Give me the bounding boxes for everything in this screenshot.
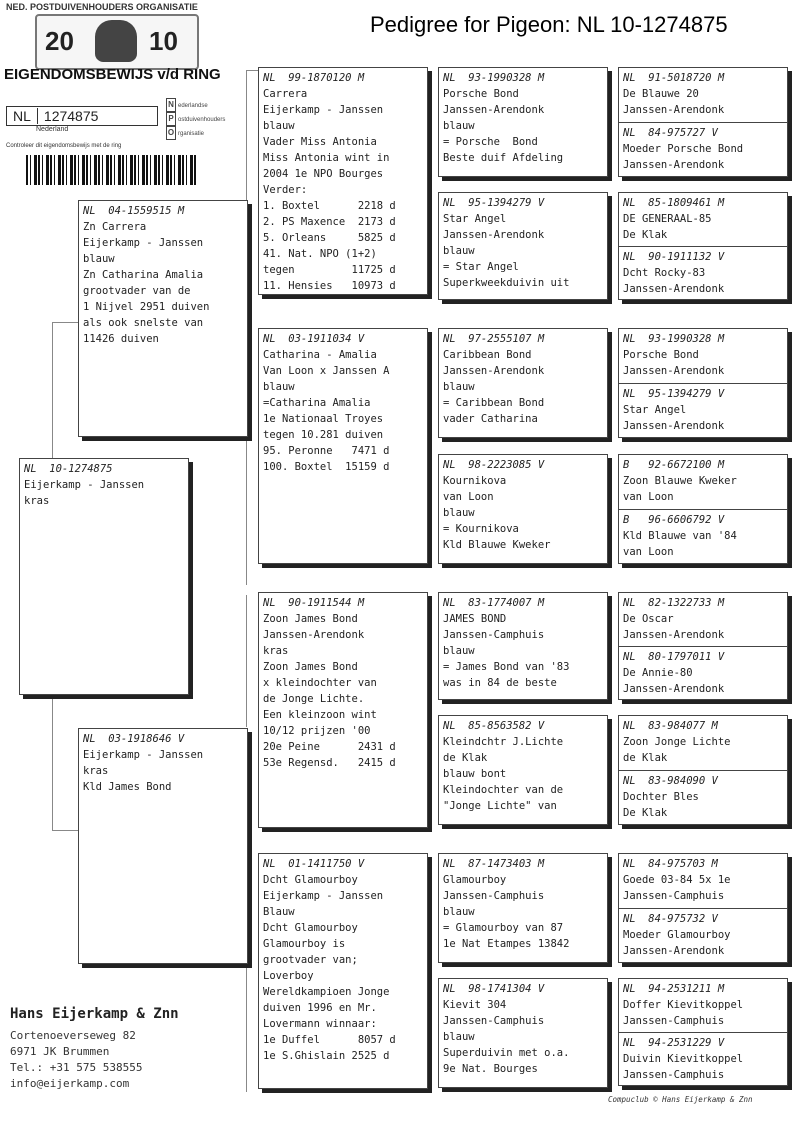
card-line: 1e Nationaal Troyes bbox=[263, 413, 384, 425]
card-line: 100. Boxtel 15159 d bbox=[263, 461, 390, 473]
card-line: 95. Peronne 7471 d bbox=[263, 445, 390, 457]
cert-ring-box bbox=[6, 106, 158, 126]
ring-number: NL 94-2531229 V bbox=[623, 1037, 725, 1049]
card-line: blauw bbox=[443, 245, 475, 257]
card-line: x kleindochter van bbox=[263, 677, 377, 689]
grandparent-card bbox=[258, 853, 428, 1089]
card-line: Carrera bbox=[263, 88, 308, 100]
card-line: Vader Miss Antonia bbox=[263, 136, 377, 148]
card-line: de Jonge Lichte. bbox=[263, 693, 365, 705]
card-line: Duivin Kievitkoppel bbox=[623, 1053, 744, 1065]
ring-number: NL 95-1394279 V bbox=[443, 197, 545, 209]
great-grandparent-card bbox=[438, 328, 608, 438]
ancestor-sire bbox=[619, 193, 787, 245]
card-line: Superduivin met o.a. bbox=[443, 1047, 570, 1059]
ancestor-dam bbox=[619, 908, 787, 961]
ring-number: NL 97-2555107 M bbox=[443, 333, 545, 345]
card-line: Loverboy bbox=[263, 970, 314, 982]
ring-number: NL 85-1809461 M bbox=[623, 197, 725, 209]
ring-number: NL 84-975732 V bbox=[623, 913, 718, 925]
card-line: Glamourboy is bbox=[263, 938, 346, 950]
ring-number: NL 83-984090 V bbox=[623, 775, 718, 787]
card-line: Janssen-Camphuis bbox=[443, 890, 545, 902]
card-line: De Klak bbox=[623, 807, 668, 819]
card-line: blauw bbox=[443, 507, 475, 519]
card-line: Beste duif Afdeling bbox=[443, 152, 564, 164]
ring-number: NL 93-1990328 M bbox=[443, 72, 545, 84]
card-line: blauw bbox=[443, 645, 475, 657]
card-line: De Annie-80 bbox=[623, 667, 693, 679]
card-line: DE GENERAAL-85 bbox=[623, 213, 712, 225]
ancestor-pair-card bbox=[618, 592, 788, 700]
great-grandparent-card bbox=[438, 192, 608, 300]
card-line: 41. Nat. NPO (1+2) bbox=[263, 248, 377, 260]
ancestor-dam bbox=[619, 509, 787, 562]
ring-number: NL 83-984077 M bbox=[623, 720, 718, 732]
grandparent-card bbox=[258, 328, 428, 564]
card-line: als ook snelste van bbox=[83, 317, 204, 329]
card-line: Eijerkamp - Janssen bbox=[83, 749, 204, 761]
card-line: =Catharina Amalia bbox=[263, 397, 371, 409]
ring-number: NL 04-1559515 M bbox=[83, 205, 185, 217]
card-line: Zoon Jonge Lichte bbox=[623, 736, 731, 748]
cert-ring-number: 1274875 bbox=[43, 108, 99, 124]
ring-number: NL 80-1797011 V bbox=[623, 651, 725, 663]
card-line: grootvader van; bbox=[263, 954, 358, 966]
card-line: Caribbean Bond bbox=[443, 349, 532, 361]
owner-city: 6971 JK Brummen bbox=[10, 1045, 110, 1058]
card-line: Janssen-Camphuis bbox=[443, 1015, 545, 1027]
card-line: Dcht Rocky-83 bbox=[623, 267, 706, 279]
card-line: Janssen-Arendonk bbox=[443, 229, 545, 241]
card-line: van Loon bbox=[443, 491, 494, 503]
ring-number: NL 83-1774007 M bbox=[443, 597, 545, 609]
card-line: blauw bbox=[443, 906, 475, 918]
ancestor-pair-card bbox=[618, 853, 788, 963]
ring-number: NL 98-1741304 V bbox=[443, 983, 545, 995]
card-line: 20e Peine 2431 d bbox=[263, 741, 396, 753]
ring-number: NL 91-5018720 M bbox=[623, 72, 725, 84]
card-line: vader Catharina bbox=[443, 413, 538, 425]
ring-number: NL 84-975727 V bbox=[623, 127, 718, 139]
card-line: Janssen-Camphuis bbox=[443, 629, 545, 641]
card-line: blauw bbox=[263, 120, 295, 132]
ring-number: NL 99-1870120 M bbox=[263, 72, 365, 84]
card-line: JAMES BOND bbox=[443, 613, 507, 625]
footer-credit: Compuclub © Hans Eijerkamp & Znn bbox=[608, 1095, 753, 1104]
card-line: duiven 1996 en Mr. bbox=[263, 1002, 377, 1014]
card-line: blauw bbox=[443, 381, 475, 393]
ancestor-sire bbox=[619, 329, 787, 381]
card-line: de Klak bbox=[623, 752, 668, 764]
card-line: Kld Blauwe van '84 bbox=[623, 530, 737, 542]
card-line: 2004 1e NPO Bourges bbox=[263, 168, 384, 180]
ancestor-pair-card bbox=[618, 978, 788, 1086]
card-line: blauw bont bbox=[443, 768, 507, 780]
cert-year-left: 20 bbox=[45, 26, 74, 56]
ring-number: NL 90-1911132 V bbox=[623, 251, 725, 263]
card-line: Janssen-Arendonk bbox=[623, 104, 725, 116]
grandparent-card bbox=[258, 67, 428, 295]
card-line: Kld Blauwe Kweker bbox=[443, 539, 551, 551]
card-line: Goede 03-84 5x 1e bbox=[623, 874, 731, 886]
great-grandparent-card bbox=[438, 715, 608, 825]
card-line: 1. Boxtel 2218 d bbox=[263, 200, 396, 212]
connector-line bbox=[52, 695, 53, 830]
card-line: 1e S.Ghislain 2525 d bbox=[263, 1050, 390, 1062]
ancestor-pair-card bbox=[618, 715, 788, 825]
ring-number: NL 01-1411750 V bbox=[263, 858, 365, 870]
card-line: Kievit 304 bbox=[443, 999, 507, 1011]
card-line: Eijerkamp - Janssen bbox=[263, 104, 384, 116]
owner-name: Hans Eijerkamp & Znn bbox=[10, 1006, 179, 1022]
card-line: 1 Nijvel 2951 duiven bbox=[83, 301, 210, 313]
cert-year-right: 10 bbox=[149, 26, 178, 56]
card-line: = Porsche Bond bbox=[443, 136, 538, 148]
cert-heading: EIGENDOMSBEWIJS v/d RING bbox=[4, 66, 221, 83]
card-line: Janssen-Arendonk bbox=[443, 104, 545, 116]
card-line: blauw bbox=[443, 120, 475, 132]
card-line: Eijerkamp - Janssen bbox=[83, 237, 204, 249]
dam-card bbox=[78, 728, 248, 964]
ring-number: NL 93-1990328 M bbox=[623, 333, 725, 345]
card-line: Dcht Glamourboy bbox=[263, 874, 358, 886]
great-grandparent-card bbox=[438, 978, 608, 1088]
ancestor-pair-card bbox=[618, 454, 788, 564]
barcode bbox=[26, 155, 196, 185]
ring-number: NL 95-1394279 V bbox=[623, 388, 725, 400]
cert-npo-line: N ederlandse bbox=[166, 98, 226, 112]
ring-number: NL 82-1322733 M bbox=[623, 597, 725, 609]
ring-number: B 96-6606792 V bbox=[623, 514, 725, 526]
ring-number: NL 03-1918646 V bbox=[83, 733, 185, 745]
ancestor-sire bbox=[619, 854, 787, 906]
card-line: Verder: bbox=[263, 184, 308, 196]
connector-line bbox=[52, 322, 53, 462]
ancestor-pair-card bbox=[618, 67, 788, 177]
card-line: Janssen-Arendonk bbox=[623, 945, 725, 957]
card-line: = James Bond van '83 bbox=[443, 661, 570, 673]
card-line: tegen 11725 d bbox=[263, 264, 396, 276]
cert-country-code: NL bbox=[7, 108, 38, 124]
card-line: kras bbox=[83, 765, 109, 777]
card-line: = Caribbean Bond bbox=[443, 397, 545, 409]
card-line: Zoon James Bond bbox=[263, 613, 358, 625]
cert-npo-list bbox=[166, 98, 226, 140]
card-line: De Klak bbox=[623, 229, 668, 241]
card-line: grootvader van de bbox=[83, 285, 191, 297]
card-line: Van Loon x Janssen A bbox=[263, 365, 390, 377]
card-line: 9e Nat. Bourges bbox=[443, 1063, 538, 1075]
ancestor-sire bbox=[619, 68, 787, 120]
card-line: Kleindochter van de bbox=[443, 784, 564, 796]
card-line: Janssen-Arendonk bbox=[623, 420, 725, 432]
ancestor-dam bbox=[619, 646, 787, 699]
card-line: Zn Carrera bbox=[83, 221, 147, 233]
card-line: Dcht Glamourboy bbox=[263, 922, 358, 934]
card-line: Dochter Bles bbox=[623, 791, 699, 803]
card-line: blauw bbox=[443, 1031, 475, 1043]
ancestor-pair-card bbox=[618, 192, 788, 300]
npo-logo bbox=[35, 14, 199, 70]
ring-number: NL 98-2223085 V bbox=[443, 459, 545, 471]
great-grandparent-card bbox=[438, 67, 608, 177]
card-line: Catharina - Amalia bbox=[263, 349, 377, 361]
page-title: Pedigree for Pigeon: NL 10-1274875 bbox=[370, 12, 728, 37]
card-line: blauw bbox=[83, 253, 115, 265]
pigeon-card bbox=[19, 458, 189, 695]
card-line: Janssen-Arendonk bbox=[623, 283, 725, 295]
card-line: Doffer Kievitkoppel bbox=[623, 999, 744, 1011]
owner-info bbox=[10, 1006, 179, 1092]
card-line: Janssen-Camphuis bbox=[623, 890, 725, 902]
card-line: 11426 duiven bbox=[83, 333, 159, 345]
ring-number: NL 90-1911544 M bbox=[263, 597, 365, 609]
ancestor-sire bbox=[619, 716, 787, 768]
ring-number: NL 10-1274875 bbox=[24, 463, 113, 475]
card-line: Moeder Glamourboy bbox=[623, 929, 731, 941]
ancestor-dam bbox=[619, 122, 787, 175]
ancestor-sire bbox=[619, 593, 787, 645]
card-line: = Glamourboy van 87 bbox=[443, 922, 564, 934]
ancestor-dam bbox=[619, 383, 787, 436]
card-line: Janssen-Arendonk bbox=[623, 159, 725, 171]
card-line: Glamourboy bbox=[443, 874, 507, 886]
card-line: Star Angel bbox=[443, 213, 507, 225]
grandparent-card bbox=[258, 592, 428, 828]
card-line: 10/12 prijzen '00 bbox=[263, 725, 371, 737]
card-line: Kld James Bond bbox=[83, 781, 172, 793]
ring-number: B 92-6672100 M bbox=[623, 459, 725, 471]
owner-phone: Tel.: +31 575 538555 bbox=[10, 1061, 143, 1074]
card-line: Moeder Porsche Bond bbox=[623, 143, 744, 155]
connector-line bbox=[52, 830, 79, 831]
card-line: kras bbox=[263, 645, 289, 657]
card-line: Janssen-Arendonk bbox=[443, 365, 545, 377]
ancestor-dam bbox=[619, 1032, 787, 1085]
cert-org: NED. POSTDUIVENHOUDERS ORGANISATIE bbox=[6, 2, 198, 12]
ring-number: NL 84-975703 M bbox=[623, 858, 718, 870]
card-line: Janssen-Arendonk bbox=[623, 365, 725, 377]
card-line: Star Angel bbox=[623, 404, 687, 416]
card-line: 2. PS Maxence 2173 d bbox=[263, 216, 396, 228]
card-line: Janssen-Camphuis bbox=[623, 1015, 725, 1027]
card-line: Blauw bbox=[263, 906, 295, 918]
card-line: 11. Hensies 10973 d bbox=[263, 280, 396, 292]
ring-number: NL 87-1473403 M bbox=[443, 858, 545, 870]
card-line: 5. Orleans 5825 d bbox=[263, 232, 396, 244]
ring-number: NL 03-1911034 V bbox=[263, 333, 365, 345]
connector-line bbox=[246, 70, 247, 200]
connector-line bbox=[52, 322, 79, 323]
card-line: Superkweekduivin uit bbox=[443, 277, 570, 289]
connector-line bbox=[246, 437, 247, 585]
card-line: Zoon James Bond bbox=[263, 661, 358, 673]
ancestor-sire bbox=[619, 979, 787, 1031]
card-line: Miss Antonia wint in bbox=[263, 152, 390, 164]
card-line: Janssen-Arendonk bbox=[263, 629, 365, 641]
great-grandparent-card bbox=[438, 592, 608, 700]
card-line: = Star Angel bbox=[443, 261, 519, 273]
owner-email[interactable]: info@eijerkamp.com bbox=[10, 1077, 130, 1090]
card-line: van Loon bbox=[623, 491, 674, 503]
ancestor-sire bbox=[619, 455, 787, 507]
card-line: Eijerkamp - Janssen bbox=[24, 479, 145, 491]
great-grandparent-card bbox=[438, 454, 608, 564]
card-line: Lovermann winnaar: bbox=[263, 1018, 377, 1030]
card-line: "Jonge Lichte" van bbox=[443, 800, 557, 812]
card-line: De Blauwe 20 bbox=[623, 88, 699, 100]
connector-line bbox=[246, 595, 247, 727]
card-line: de Klak bbox=[443, 752, 488, 764]
owner-address: Cortenoeverseweg 82 bbox=[10, 1029, 136, 1042]
card-line: Janssen-Arendonk bbox=[623, 629, 725, 641]
cert-country-name: Nederland bbox=[36, 126, 69, 133]
card-line: Kleindchtr J.Lichte bbox=[443, 736, 564, 748]
ring-number: NL 85-8563582 V bbox=[443, 720, 545, 732]
card-line: Janssen-Arendonk bbox=[623, 683, 725, 695]
card-line: kras bbox=[24, 495, 50, 507]
sire-card bbox=[78, 200, 248, 437]
card-line: tegen 10.281 duiven bbox=[263, 429, 384, 441]
card-line: was in 84 de beste bbox=[443, 677, 557, 689]
card-line: Porsche Bond bbox=[443, 88, 519, 100]
ancestor-dam bbox=[619, 246, 787, 299]
great-grandparent-card bbox=[438, 853, 608, 963]
card-line: Zoon Blauwe Kweker bbox=[623, 475, 737, 487]
card-line: = Kournikova bbox=[443, 523, 519, 535]
card-line: van Loon bbox=[623, 546, 674, 558]
ownership-certificate bbox=[0, 0, 232, 200]
ancestor-pair-card bbox=[618, 328, 788, 438]
ancestor-dam bbox=[619, 770, 787, 823]
card-line: 1e Nat Etampes 13842 bbox=[443, 938, 570, 950]
card-line: 1e Duffel 8057 d bbox=[263, 1034, 396, 1046]
card-line: Eijerkamp - Janssen bbox=[263, 890, 384, 902]
card-line: Een kleinzoon wint bbox=[263, 709, 377, 721]
card-line: Porsche Bond bbox=[623, 349, 699, 361]
card-line: 53e Regensd. 2415 d bbox=[263, 757, 396, 769]
card-line: Kournikova bbox=[443, 475, 507, 487]
connector-line bbox=[246, 962, 247, 1092]
card-line: blauw bbox=[263, 381, 295, 393]
cert-npo-line: O rganisatie bbox=[166, 126, 226, 140]
card-line: Zn Catharina Amalia bbox=[83, 269, 204, 281]
cert-note: Controleer dit eigendomsbewijs met de ring bbox=[6, 143, 122, 149]
ring-number: NL 94-2531211 M bbox=[623, 983, 725, 995]
card-line: Janssen-Camphuis bbox=[623, 1069, 725, 1081]
card-line: Wereldkampioen Jonge bbox=[263, 986, 390, 998]
card-line: De Oscar bbox=[623, 613, 674, 625]
cert-npo-line: P ostduivenhouders bbox=[166, 112, 226, 126]
lion-logo-icon bbox=[95, 20, 137, 62]
